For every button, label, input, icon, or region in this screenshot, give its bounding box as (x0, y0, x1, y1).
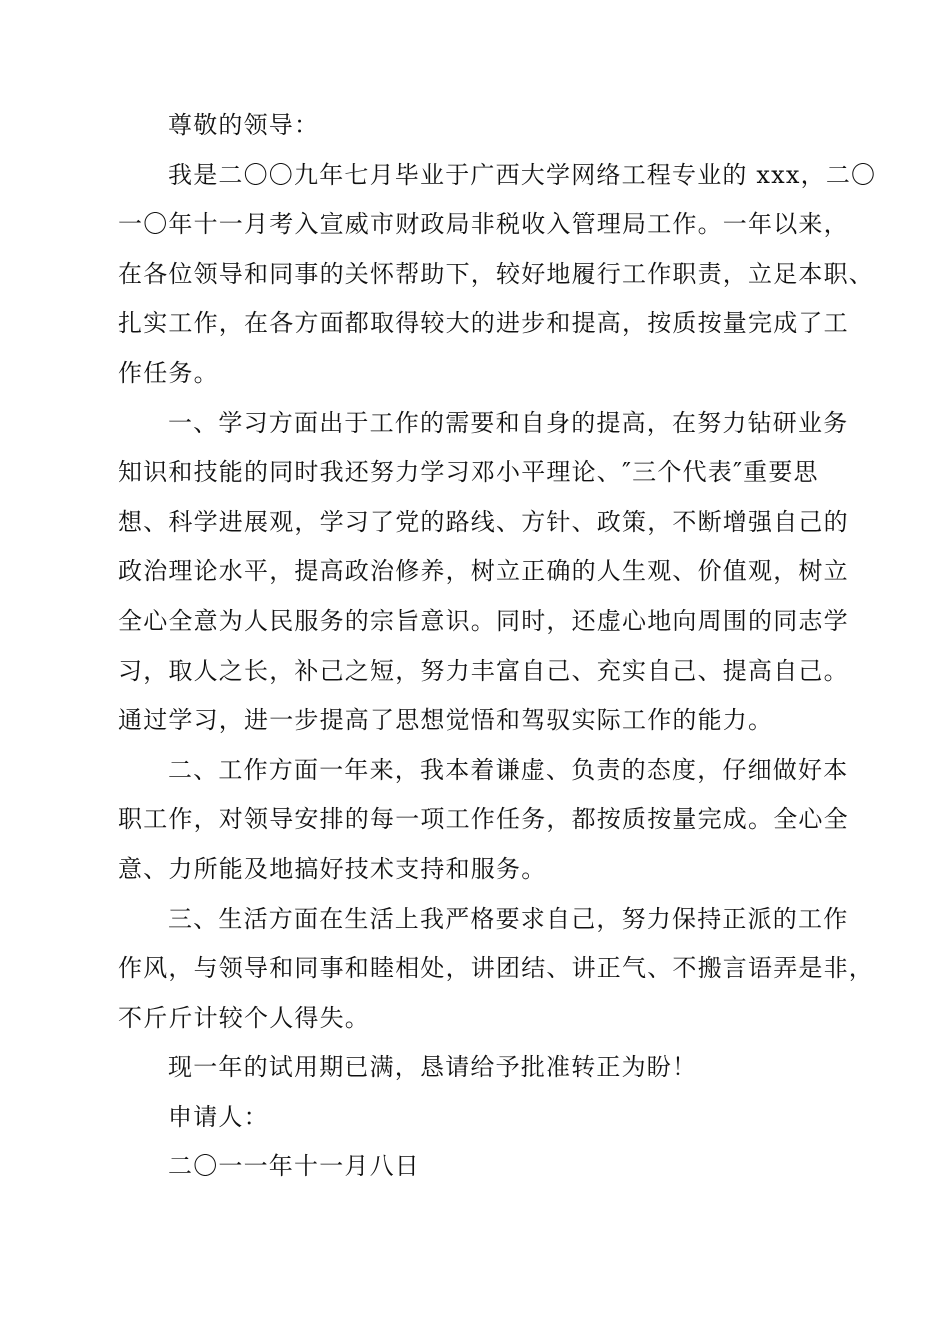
text-line: 一、学习方面出于工作的需要和自身的提高，在努力钻研业务 (168, 408, 849, 437)
paragraph-work (118, 746, 856, 895)
text-line: 我是二〇〇九年七月毕业于广西大学网络工程专业的 xxx，二〇 (168, 160, 877, 189)
text-line: 尊敬的领导： (168, 111, 320, 139)
text-line: 现一年的试用期已满，恳请给予批准转正为盼！ (168, 1053, 698, 1082)
text-line: 政治理论水平，提高政治修养，树立正确的人生观、价值观，树立 (118, 557, 849, 586)
text-line: 通过学习，进一步提高了思想觉悟和驾驭实际工作的能力。 (118, 706, 774, 735)
letter-body (118, 101, 877, 1192)
text-line: 一〇年十一月考入宣威市财政局非税收入管理局工作。一年以来， (118, 210, 849, 239)
text-line: 职工作，对领导安排的每一项工作任务，都按质按量完成。全心全 (118, 805, 849, 834)
text-line: 习，取人之长，补己之短，努力丰富自己、充实自己、提高自己。 (118, 656, 849, 685)
text-line: 意、力所能及地搞好技术支持和服务。 (118, 854, 547, 883)
paragraph-study (118, 399, 856, 746)
applicant-label (118, 1093, 856, 1143)
closing-request (118, 1043, 856, 1093)
text-line: 扎实工作，在各方面都取得较大的进步和提高，按质按量完成了工 (118, 309, 849, 338)
text-line: 全心全意为人民服务的宗旨意识。同时，还虚心地向周围的同志学 (118, 606, 849, 635)
salutation (118, 101, 856, 151)
text-line: 作风，与领导和同事和睦相处，讲团结、讲正气、不搬言语弄是非， (118, 954, 874, 983)
paragraph-life (118, 895, 874, 1044)
text-line: 三、生活方面在生活上我严格要求自己，努力保持正派的工作 (168, 904, 849, 933)
text-line: 不斤斤计较个人得失。 (118, 1003, 370, 1032)
text-line: 作任务。 (118, 358, 219, 387)
paragraph-introduction (118, 151, 877, 399)
text-line: 二〇一一年十一月八日 (168, 1152, 420, 1181)
text-line: 想、科学进展观，学习了党的路线、方针、政策，不断增强自己的 (118, 507, 849, 536)
text-line: 知识和技能的同时我还努力学习邓小平理论、″三个代表″重要思 (118, 458, 819, 487)
text-line: 在各位领导和同事的关怀帮助下，较好地履行工作职责，立足本职、 (118, 259, 874, 288)
text-line: 申请人： (168, 1102, 269, 1131)
letter-date (118, 1142, 856, 1192)
text-line: 二、工作方面一年来，我本着谦虚、负责的态度，仔细做好本 (168, 755, 849, 784)
